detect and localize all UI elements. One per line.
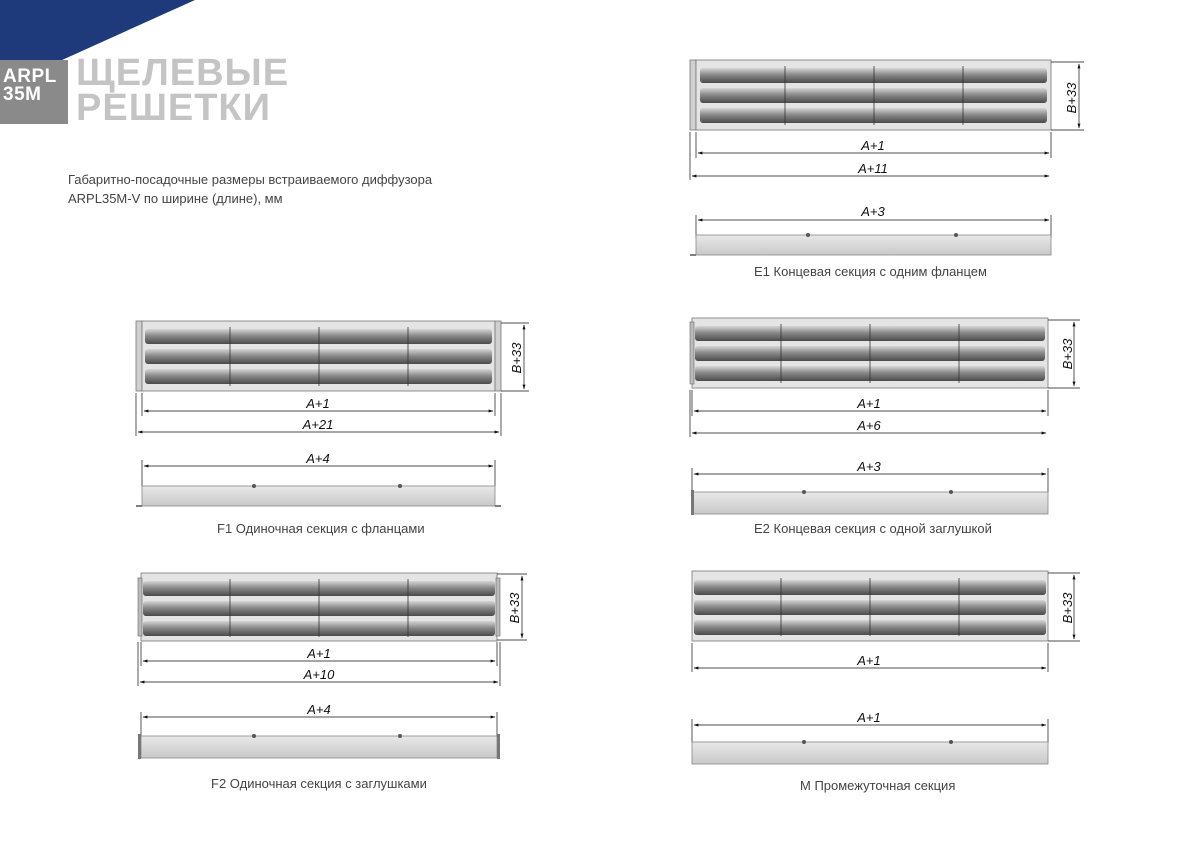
f1-drawing [133, 318, 533, 543]
f2-caption: F2 Одиночная секция с заглушками [211, 776, 427, 791]
m-front-view [692, 571, 1048, 641]
e1-front-view [690, 60, 1051, 130]
title-line2: РЕШЕТКИ [76, 87, 271, 129]
e1-drawing [688, 58, 1088, 288]
f2-side-view [138, 734, 500, 759]
f2-dim-inner: A+1 [307, 646, 331, 661]
f1-dim-inner: A+1 [306, 396, 330, 411]
section-f1 [133, 318, 533, 543]
f1-front-view [136, 321, 501, 391]
section-e2 [688, 316, 1088, 541]
page-title [76, 52, 290, 129]
title-line1: ЩЕЛЕВЫЕ [76, 52, 290, 94]
subtitle-line2: ARPL35M-V по ширине (длине), мм [68, 191, 283, 206]
f1-side-view [136, 484, 501, 506]
e1-dim-inner: A+1 [861, 138, 885, 153]
f1-dim-height: B+33 [509, 342, 524, 374]
badge-line1: ARPL [3, 66, 57, 87]
f2-drawing [133, 570, 533, 800]
f1-caption: F1 Одиночная секция с фланцами [217, 521, 425, 536]
m-dim-side: A+1 [857, 710, 881, 725]
f1-dim-side: A+4 [306, 451, 330, 466]
e2-side-view [691, 490, 1048, 515]
e2-dim-height: B+33 [1060, 338, 1075, 370]
section-f2 [133, 570, 533, 800]
m-drawing [688, 568, 1088, 798]
e2-front-view [690, 318, 1048, 388]
f1-dim-outer: A+21 [302, 417, 334, 432]
e1-caption: E1 Концевая секция с одним фланцем [754, 264, 987, 279]
subtitle-line1: Габаритно-посадочные размеры встраиваемого диффузора [68, 172, 433, 187]
page-subtitle [68, 170, 432, 208]
e2-caption: E2 Концевая секция с одной заглушкой [754, 521, 992, 536]
f2-dim-outer: A+10 [303, 667, 335, 682]
e1-side-view [690, 233, 1051, 255]
section-m [688, 568, 1088, 798]
m-dim-inner: A+1 [857, 653, 881, 668]
e1-dim-side: A+3 [861, 204, 885, 219]
e2-dim-inner: A+1 [857, 396, 881, 411]
product-badge [0, 60, 68, 124]
m-side-view [692, 740, 1048, 764]
e2-dim-side: A+3 [857, 459, 881, 474]
e1-dim-height: B+33 [1064, 82, 1079, 114]
e2-drawing [688, 316, 1088, 541]
e1-dim-outer: A+11 [858, 161, 888, 176]
m-caption: М Промежуточная секция [800, 778, 956, 793]
f2-dim-height: B+33 [507, 592, 522, 624]
badge-line2: 35M [3, 84, 42, 105]
section-e1 [688, 58, 1088, 288]
f2-front-view [138, 573, 500, 641]
f2-dim-side: A+4 [307, 702, 331, 717]
m-dim-height: B+33 [1060, 592, 1075, 624]
e2-dim-outer: A+6 [857, 418, 881, 433]
